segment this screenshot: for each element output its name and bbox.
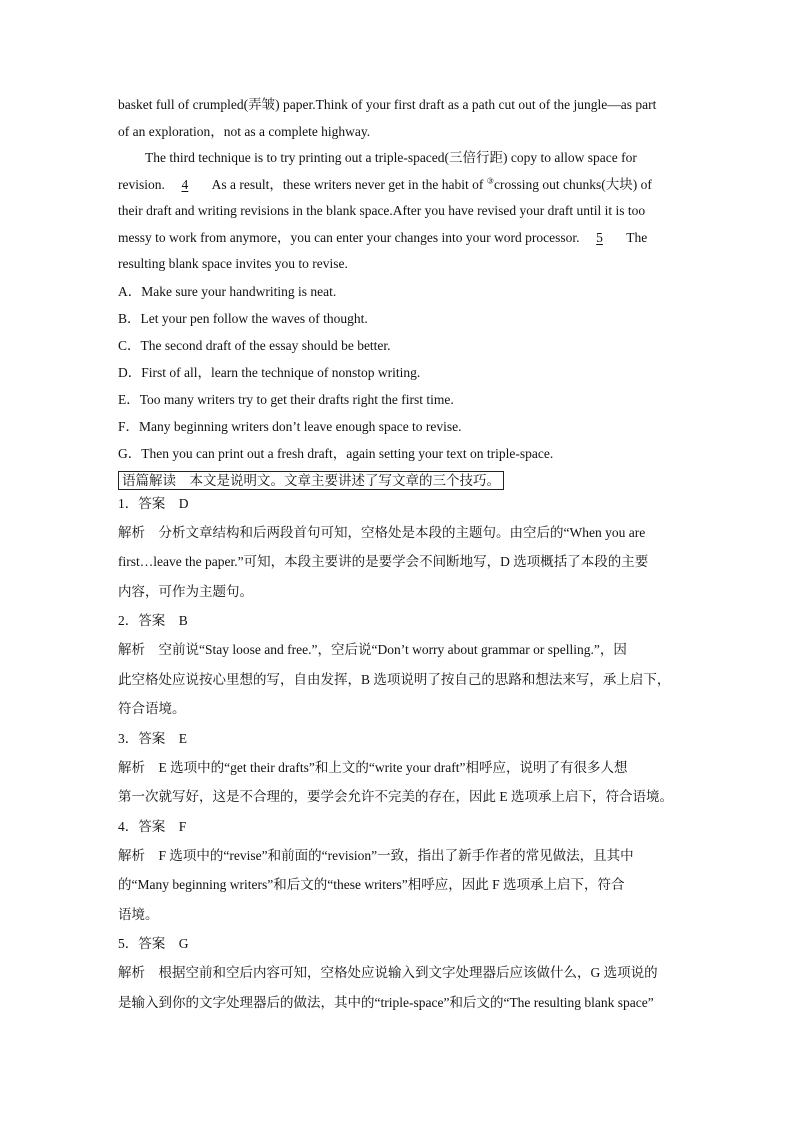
answer-4-line: 语境。 <box>118 906 159 922</box>
passage-line-4 <box>118 172 678 199</box>
page-content <box>118 92 678 1017</box>
passage-text: As a result，these writers never get in the habit of <box>211 176 484 192</box>
option-e: E．Too many writers try to get their drafts right the first time. <box>118 391 454 407</box>
passage-text: basket full of crumpled( <box>118 97 249 112</box>
passage-line-7: resulting blank space invites you to revise. <box>118 256 348 271</box>
passage-line-3: The third technique is to try printing out a triple-spaced(三倍行距) copy to allow space for <box>145 150 637 165</box>
blank-4: 4 <box>181 176 189 192</box>
answer-5-line: 解析 根据空前和空后内容可知，空格处应说输入到文字处理器后应该做什么，G 选项说的 <box>118 965 658 980</box>
footnote-mark: ③ <box>486 176 494 185</box>
answer-5-line: 是输入到你的文字处理器后的做法，其中的“triple-space”和后文的“The resulting blank space” <box>118 994 654 1010</box>
passage-line-6 <box>118 225 678 252</box>
answer-1-line: 解析 分析文章结构和后两段首句可知，空格处是本段的主题句。由空后的“When you are <box>118 524 646 540</box>
passage-line-2: of an exploration，not as a complete highway. <box>118 123 371 139</box>
answer-2-line: 符合语境。 <box>118 701 186 716</box>
passage-text: The <box>626 229 648 245</box>
answer-1-heading: 1．答案 D <box>118 495 189 511</box>
answer-4-line: 的“Many beginning writers”和后文的“these writers”相呼应，因此 F 选项承上启下，符合 <box>118 877 625 892</box>
answer-2-line: 此空格处应说按心里想的写，自由发挥，B 选项说明了按自己的思路和想法来写，承上启下， <box>118 671 671 687</box>
option-a: A．Make sure your handwriting is neat. <box>118 283 337 299</box>
passage-text: ) paper.Think of your first draft as a path cut out of the jungle—as part <box>275 97 657 112</box>
answer-1-line: 内容，可作为主题句。 <box>118 583 253 599</box>
summary-box: 语篇解读 本文是说明文。文章主要讲述了写文章的三个技巧。 <box>118 471 504 490</box>
option-g: G．Then you can print out a fresh draft，again setting your text on triple-space. <box>118 445 554 461</box>
answer-5-heading: 5．答案 G <box>118 936 189 951</box>
passage-line-1 <box>118 92 678 119</box>
answer-2-line: 解析 空前说“Stay loose and free.”，空后说“Don’t worry about grammar or spelling.”，因 <box>118 642 627 657</box>
passage-line-5: their draft and writing revisions in the blank space.After you have revised your draft until it is too <box>118 203 646 218</box>
option-f: F．Many beginning writers don’t leave enough space to revise. <box>118 418 462 434</box>
option-d: D．First of all，learn the technique of nonstop writing. <box>118 364 421 380</box>
passage-gloss: 弄皱 <box>248 97 276 112</box>
passage-text: revision. <box>118 176 165 192</box>
answer-4-line: 解析 F 选项中的“revise”和前面的“revision”一致，指出了新手作者的常见做法，且其中 <box>118 847 634 863</box>
answer-3-line: 解析 E 选项中的“get their drafts”和上文的“write your draft”相呼应，说明了有很多人想 <box>118 759 628 775</box>
answer-3-line: 第一次就写好，这是不合理的，要学会允许不完美的存在，因此 E 选项承上启下，符合语境。 <box>118 789 673 804</box>
option-b: B．Let your pen follow the waves of thought. <box>118 310 368 326</box>
answer-1-line: first…leave the paper.”可知，本段主要讲的是要学会不间断地写，D 选项概括了本段的主要 <box>118 554 649 569</box>
option-c: C．The second draft of the essay should be better. <box>118 337 391 353</box>
passage-text: crossing out chunks(大块) of <box>493 176 652 192</box>
answer-3-heading: 3．答案 E <box>118 730 187 746</box>
answer-4-heading: 4．答案 F <box>118 818 187 834</box>
blank-5: 5 <box>596 229 603 245</box>
answer-2-heading: 2．答案 B <box>118 613 188 628</box>
passage-text: messy to work from anymore，you can enter your changes into your word processor. <box>118 229 580 245</box>
